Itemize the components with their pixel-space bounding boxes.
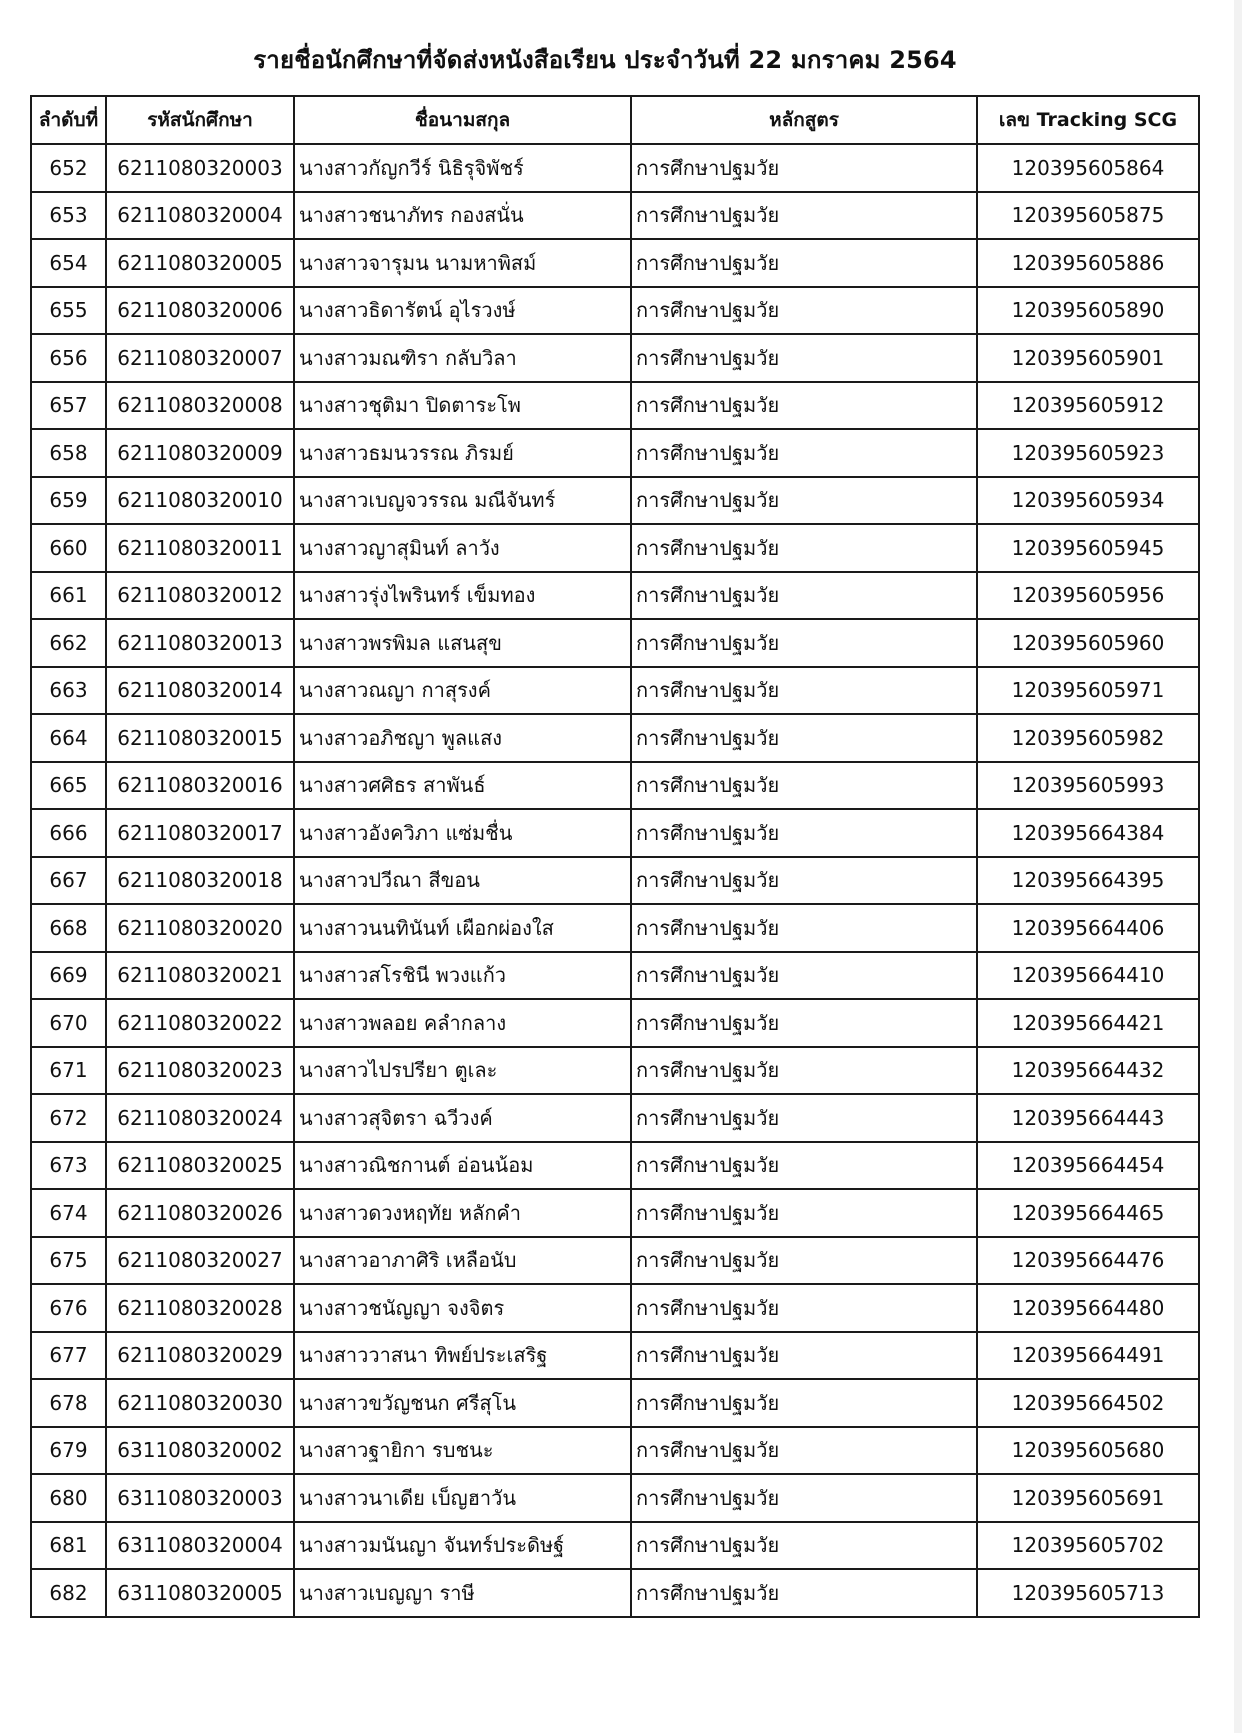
cell-program: การศึกษาปฐมวัย [631, 1522, 977, 1570]
table-row [31, 1569, 1199, 1617]
cell-full-name: นางสาวพลอย คลำกลาง [294, 999, 631, 1047]
cell-sequence: 682 [31, 1569, 106, 1617]
table-row [31, 1379, 1199, 1427]
table-row [31, 904, 1199, 952]
cell-tracking-number: 120395664395 [977, 857, 1199, 905]
cell-full-name: นางสาวอังควิภา แซ่มชื่น [294, 809, 631, 857]
cell-tracking-number: 120395664491 [977, 1332, 1199, 1380]
cell-tracking-number: 120395605956 [977, 572, 1199, 620]
cell-tracking-number: 120395664465 [977, 1189, 1199, 1237]
table-row [31, 667, 1199, 715]
table-row [31, 1094, 1199, 1142]
header-tracking-number: เลข Tracking SCG [977, 96, 1199, 144]
cell-program: การศึกษาปฐมวัย [631, 1142, 977, 1190]
cell-full-name: นางสาวรุ่งไพรินทร์ เข็มทอง [294, 572, 631, 620]
cell-sequence: 660 [31, 524, 106, 572]
cell-full-name: นางสาววาสนา ทิพย์ประเสริฐ [294, 1332, 631, 1380]
cell-sequence: 668 [31, 904, 106, 952]
cell-sequence: 662 [31, 619, 106, 667]
cell-sequence: 673 [31, 1142, 106, 1190]
cell-student-id: 6211080320003 [106, 144, 294, 192]
cell-full-name: นางสาวญาสุมินท์ ลาวัง [294, 524, 631, 572]
cell-tracking-number: 120395664443 [977, 1094, 1199, 1142]
cell-program: การศึกษาปฐมวัย [631, 999, 977, 1047]
header-program: หลักสูตร [631, 96, 977, 144]
cell-student-id: 6211080320013 [106, 619, 294, 667]
cell-full-name: นางสาวอภิชญา พูลแสง [294, 714, 631, 762]
cell-tracking-number: 120395605993 [977, 762, 1199, 810]
cell-sequence: 678 [31, 1379, 106, 1427]
cell-student-id: 6211080320028 [106, 1284, 294, 1332]
cell-student-id: 6211080320008 [106, 382, 294, 430]
cell-full-name: นางสาวชุติมา ปิดตาระโพ [294, 382, 631, 430]
cell-student-id: 6211080320027 [106, 1237, 294, 1285]
cell-program: การศึกษาปฐมวัย [631, 144, 977, 192]
cell-program: การศึกษาปฐมวัย [631, 904, 977, 952]
cell-student-id: 6311080320002 [106, 1427, 294, 1475]
cell-program: การศึกษาปฐมวัย [631, 1474, 977, 1522]
cell-tracking-number: 120395605886 [977, 239, 1199, 287]
header-sequence: ลำดับที่ [31, 96, 106, 144]
cell-student-id: 6311080320004 [106, 1522, 294, 1570]
cell-tracking-number: 120395664432 [977, 1047, 1199, 1095]
cell-tracking-number: 120395605971 [977, 667, 1199, 715]
cell-sequence: 661 [31, 572, 106, 620]
cell-tracking-number: 120395605934 [977, 477, 1199, 525]
cell-sequence: 654 [31, 239, 106, 287]
table-row [31, 287, 1199, 335]
cell-full-name: นางสาวสโรชินี พวงแก้ว [294, 952, 631, 1000]
cell-program: การศึกษาปฐมวัย [631, 524, 977, 572]
table-row [31, 144, 1199, 192]
cell-full-name: นางสาวอาภาศิริ เหลือนับ [294, 1237, 631, 1285]
cell-tracking-number: 120395605982 [977, 714, 1199, 762]
cell-sequence: 657 [31, 382, 106, 430]
cell-sequence: 655 [31, 287, 106, 335]
table-row [31, 429, 1199, 477]
cell-sequence: 674 [31, 1189, 106, 1237]
cell-full-name: นางสาวเบญจวรรณ มณีจันทร์ [294, 477, 631, 525]
cell-program: การศึกษาปฐมวัย [631, 334, 977, 382]
cell-program: การศึกษาปฐมวัย [631, 857, 977, 905]
table-row [31, 382, 1199, 430]
cell-sequence: 659 [31, 477, 106, 525]
table-row [31, 1189, 1199, 1237]
table-row [31, 952, 1199, 1000]
cell-sequence: 679 [31, 1427, 106, 1475]
table-row [31, 999, 1199, 1047]
cell-sequence: 680 [31, 1474, 106, 1522]
cell-sequence: 665 [31, 762, 106, 810]
page-title: รายชื่อนักศึกษาที่จัดส่งหนังสือเรียน ประจำวันที่ 22 มกราคม 2564 [253, 46, 957, 74]
cell-program: การศึกษาปฐมวัย [631, 952, 977, 1000]
table-row [31, 239, 1199, 287]
cell-tracking-number: 120395664410 [977, 952, 1199, 1000]
cell-tracking-number: 120395605912 [977, 382, 1199, 430]
cell-tracking-number: 120395605702 [977, 1522, 1199, 1570]
cell-sequence: 663 [31, 667, 106, 715]
cell-full-name: นางสาวชนาภัทร กองสนั่น [294, 192, 631, 240]
cell-tracking-number: 120395664406 [977, 904, 1199, 952]
cell-student-id: 6211080320004 [106, 192, 294, 240]
header-row [31, 96, 1199, 144]
table-row [31, 1284, 1199, 1332]
cell-full-name: นางสาวมณฑิรา กลับวิลา [294, 334, 631, 382]
cell-student-id: 6211080320025 [106, 1142, 294, 1190]
table-row [31, 762, 1199, 810]
cell-tracking-number: 120395605901 [977, 334, 1199, 382]
cell-full-name: นางสาวณิชกานต์ อ่อนน้อม [294, 1142, 631, 1190]
cell-full-name: นางสาวเบญญา ราษี [294, 1569, 631, 1617]
cell-program: การศึกษาปฐมวัย [631, 1332, 977, 1380]
cell-sequence: 672 [31, 1094, 106, 1142]
cell-student-id: 6211080320005 [106, 239, 294, 287]
cell-student-id: 6211080320016 [106, 762, 294, 810]
cell-student-id: 6211080320018 [106, 857, 294, 905]
cell-tracking-number: 120395605680 [977, 1427, 1199, 1475]
cell-tracking-number: 120395605691 [977, 1474, 1199, 1522]
cell-tracking-number: 120395664384 [977, 809, 1199, 857]
cell-full-name: นางสาวธมนวรรณ ภิรมย์ [294, 429, 631, 477]
cell-student-id: 6211080320029 [106, 1332, 294, 1380]
table-row [31, 1237, 1199, 1285]
cell-program: การศึกษาปฐมวัย [631, 477, 977, 525]
table-row [31, 572, 1199, 620]
cell-full-name: นางสาวพรพิมล แสนสุข [294, 619, 631, 667]
student-shipment-table [30, 95, 1200, 1618]
cell-sequence: 658 [31, 429, 106, 477]
cell-sequence: 656 [31, 334, 106, 382]
table-row [31, 1142, 1199, 1190]
cell-full-name: นางสาวศศิธร สาพันธ์ [294, 762, 631, 810]
header-student-id: รหัสนักศึกษา [106, 96, 294, 144]
cell-program: การศึกษาปฐมวัย [631, 287, 977, 335]
cell-program: การศึกษาปฐมวัย [631, 1284, 977, 1332]
cell-tracking-number: 120395605713 [977, 1569, 1199, 1617]
cell-student-id: 6211080320022 [106, 999, 294, 1047]
cell-tracking-number: 120395605890 [977, 287, 1199, 335]
table-header [31, 96, 1199, 144]
cell-sequence: 681 [31, 1522, 106, 1570]
cell-sequence: 675 [31, 1237, 106, 1285]
cell-student-id: 6211080320007 [106, 334, 294, 382]
cell-full-name: นางสาวณญา กาสุรงค์ [294, 667, 631, 715]
cell-full-name: นางสาวนนทินันท์ เผือกผ่องใส [294, 904, 631, 952]
cell-full-name: นางสาวชนัญญา จงจิตร [294, 1284, 631, 1332]
cell-sequence: 676 [31, 1284, 106, 1332]
table-row [31, 1332, 1199, 1380]
cell-program: การศึกษาปฐมวัย [631, 1379, 977, 1427]
cell-program: การศึกษาปฐมวัย [631, 1427, 977, 1475]
cell-program: การศึกษาปฐมวัย [631, 667, 977, 715]
table-body [31, 144, 1199, 1617]
cell-program: การศึกษาปฐมวัย [631, 619, 977, 667]
table-row [31, 714, 1199, 762]
cell-student-id: 6211080320010 [106, 477, 294, 525]
cell-sequence: 667 [31, 857, 106, 905]
cell-full-name: นางสาวปวีณา สีขอน [294, 857, 631, 905]
table-row [31, 192, 1199, 240]
cell-sequence: 671 [31, 1047, 106, 1095]
cell-student-id: 6211080320017 [106, 809, 294, 857]
cell-program: การศึกษาปฐมวัย [631, 809, 977, 857]
cell-student-id: 6211080320011 [106, 524, 294, 572]
cell-program: การศึกษาปฐมวัย [631, 1047, 977, 1095]
cell-student-id: 6211080320012 [106, 572, 294, 620]
cell-full-name: นางสาวนาเดีย เบ็ญฮาวัน [294, 1474, 631, 1522]
cell-tracking-number: 120395664480 [977, 1284, 1199, 1332]
cell-student-id: 6311080320005 [106, 1569, 294, 1617]
cell-student-id: 6211080320030 [106, 1379, 294, 1427]
cell-student-id: 6211080320026 [106, 1189, 294, 1237]
cell-sequence: 652 [31, 144, 106, 192]
cell-student-id: 6211080320020 [106, 904, 294, 952]
cell-tracking-number: 120395605945 [977, 524, 1199, 572]
cell-sequence: 653 [31, 192, 106, 240]
cell-tracking-number: 120395664454 [977, 1142, 1199, 1190]
table-row [31, 1047, 1199, 1095]
table-row [31, 1427, 1199, 1475]
cell-student-id: 6211080320021 [106, 952, 294, 1000]
cell-tracking-number: 120395664476 [977, 1237, 1199, 1285]
cell-full-name: นางสาวมนันญา จันทร์ประดิษฐ์ [294, 1522, 631, 1570]
cell-full-name: นางสาวฐายิกา รบชนะ [294, 1427, 631, 1475]
cell-tracking-number: 120395605923 [977, 429, 1199, 477]
cell-program: การศึกษาปฐมวัย [631, 1189, 977, 1237]
cell-student-id: 6211080320024 [106, 1094, 294, 1142]
cell-student-id: 6211080320006 [106, 287, 294, 335]
cell-program: การศึกษาปฐมวัย [631, 429, 977, 477]
cell-program: การศึกษาปฐมวัย [631, 762, 977, 810]
cell-student-id: 6211080320015 [106, 714, 294, 762]
cell-full-name: นางสาวดวงหฤทัย หลักคำ [294, 1189, 631, 1237]
cell-sequence: 669 [31, 952, 106, 1000]
cell-program: การศึกษาปฐมวัย [631, 1569, 977, 1617]
table-row [31, 477, 1199, 525]
cell-student-id: 6211080320009 [106, 429, 294, 477]
table-row [31, 619, 1199, 667]
cell-sequence: 664 [31, 714, 106, 762]
table-row [31, 524, 1199, 572]
cell-program: การศึกษาปฐมวัย [631, 572, 977, 620]
cell-tracking-number: 120395605875 [977, 192, 1199, 240]
cell-tracking-number: 120395605960 [977, 619, 1199, 667]
cell-student-id: 6311080320003 [106, 1474, 294, 1522]
cell-program: การศึกษาปฐมวัย [631, 1237, 977, 1285]
cell-program: การศึกษาปฐมวัย [631, 239, 977, 287]
cell-sequence: 666 [31, 809, 106, 857]
cell-sequence: 670 [31, 999, 106, 1047]
table-row [31, 809, 1199, 857]
cell-full-name: นางสาวสุจิตรา ฉวีวงค์ [294, 1094, 631, 1142]
cell-program: การศึกษาปฐมวัย [631, 1094, 977, 1142]
cell-program: การศึกษาปฐมวัย [631, 714, 977, 762]
table-row [31, 857, 1199, 905]
table-row [31, 1522, 1199, 1570]
cell-full-name: นางสาวไปรปรียา ตูเละ [294, 1047, 631, 1095]
cell-program: การศึกษาปฐมวัย [631, 382, 977, 430]
cell-full-name: นางสาวธิดารัตน์ อุไรวงษ์ [294, 287, 631, 335]
cell-full-name: นางสาวจารุมน นามหาพิสม์ [294, 239, 631, 287]
cell-student-id: 6211080320023 [106, 1047, 294, 1095]
cell-tracking-number: 120395664502 [977, 1379, 1199, 1427]
cell-full-name: นางสาวกัญกวีร์ นิธิรุจิพัชร์ [294, 144, 631, 192]
table-row [31, 334, 1199, 382]
cell-student-id: 6211080320014 [106, 667, 294, 715]
table-row [31, 1474, 1199, 1522]
cell-tracking-number: 120395605864 [977, 144, 1199, 192]
cell-program: การศึกษาปฐมวัย [631, 192, 977, 240]
header-full-name: ชื่อนามสกุล [294, 96, 631, 144]
cell-sequence: 677 [31, 1332, 106, 1380]
cell-tracking-number: 120395664421 [977, 999, 1199, 1047]
cell-full-name: นางสาวขวัญชนก ศรีสุโน [294, 1379, 631, 1427]
